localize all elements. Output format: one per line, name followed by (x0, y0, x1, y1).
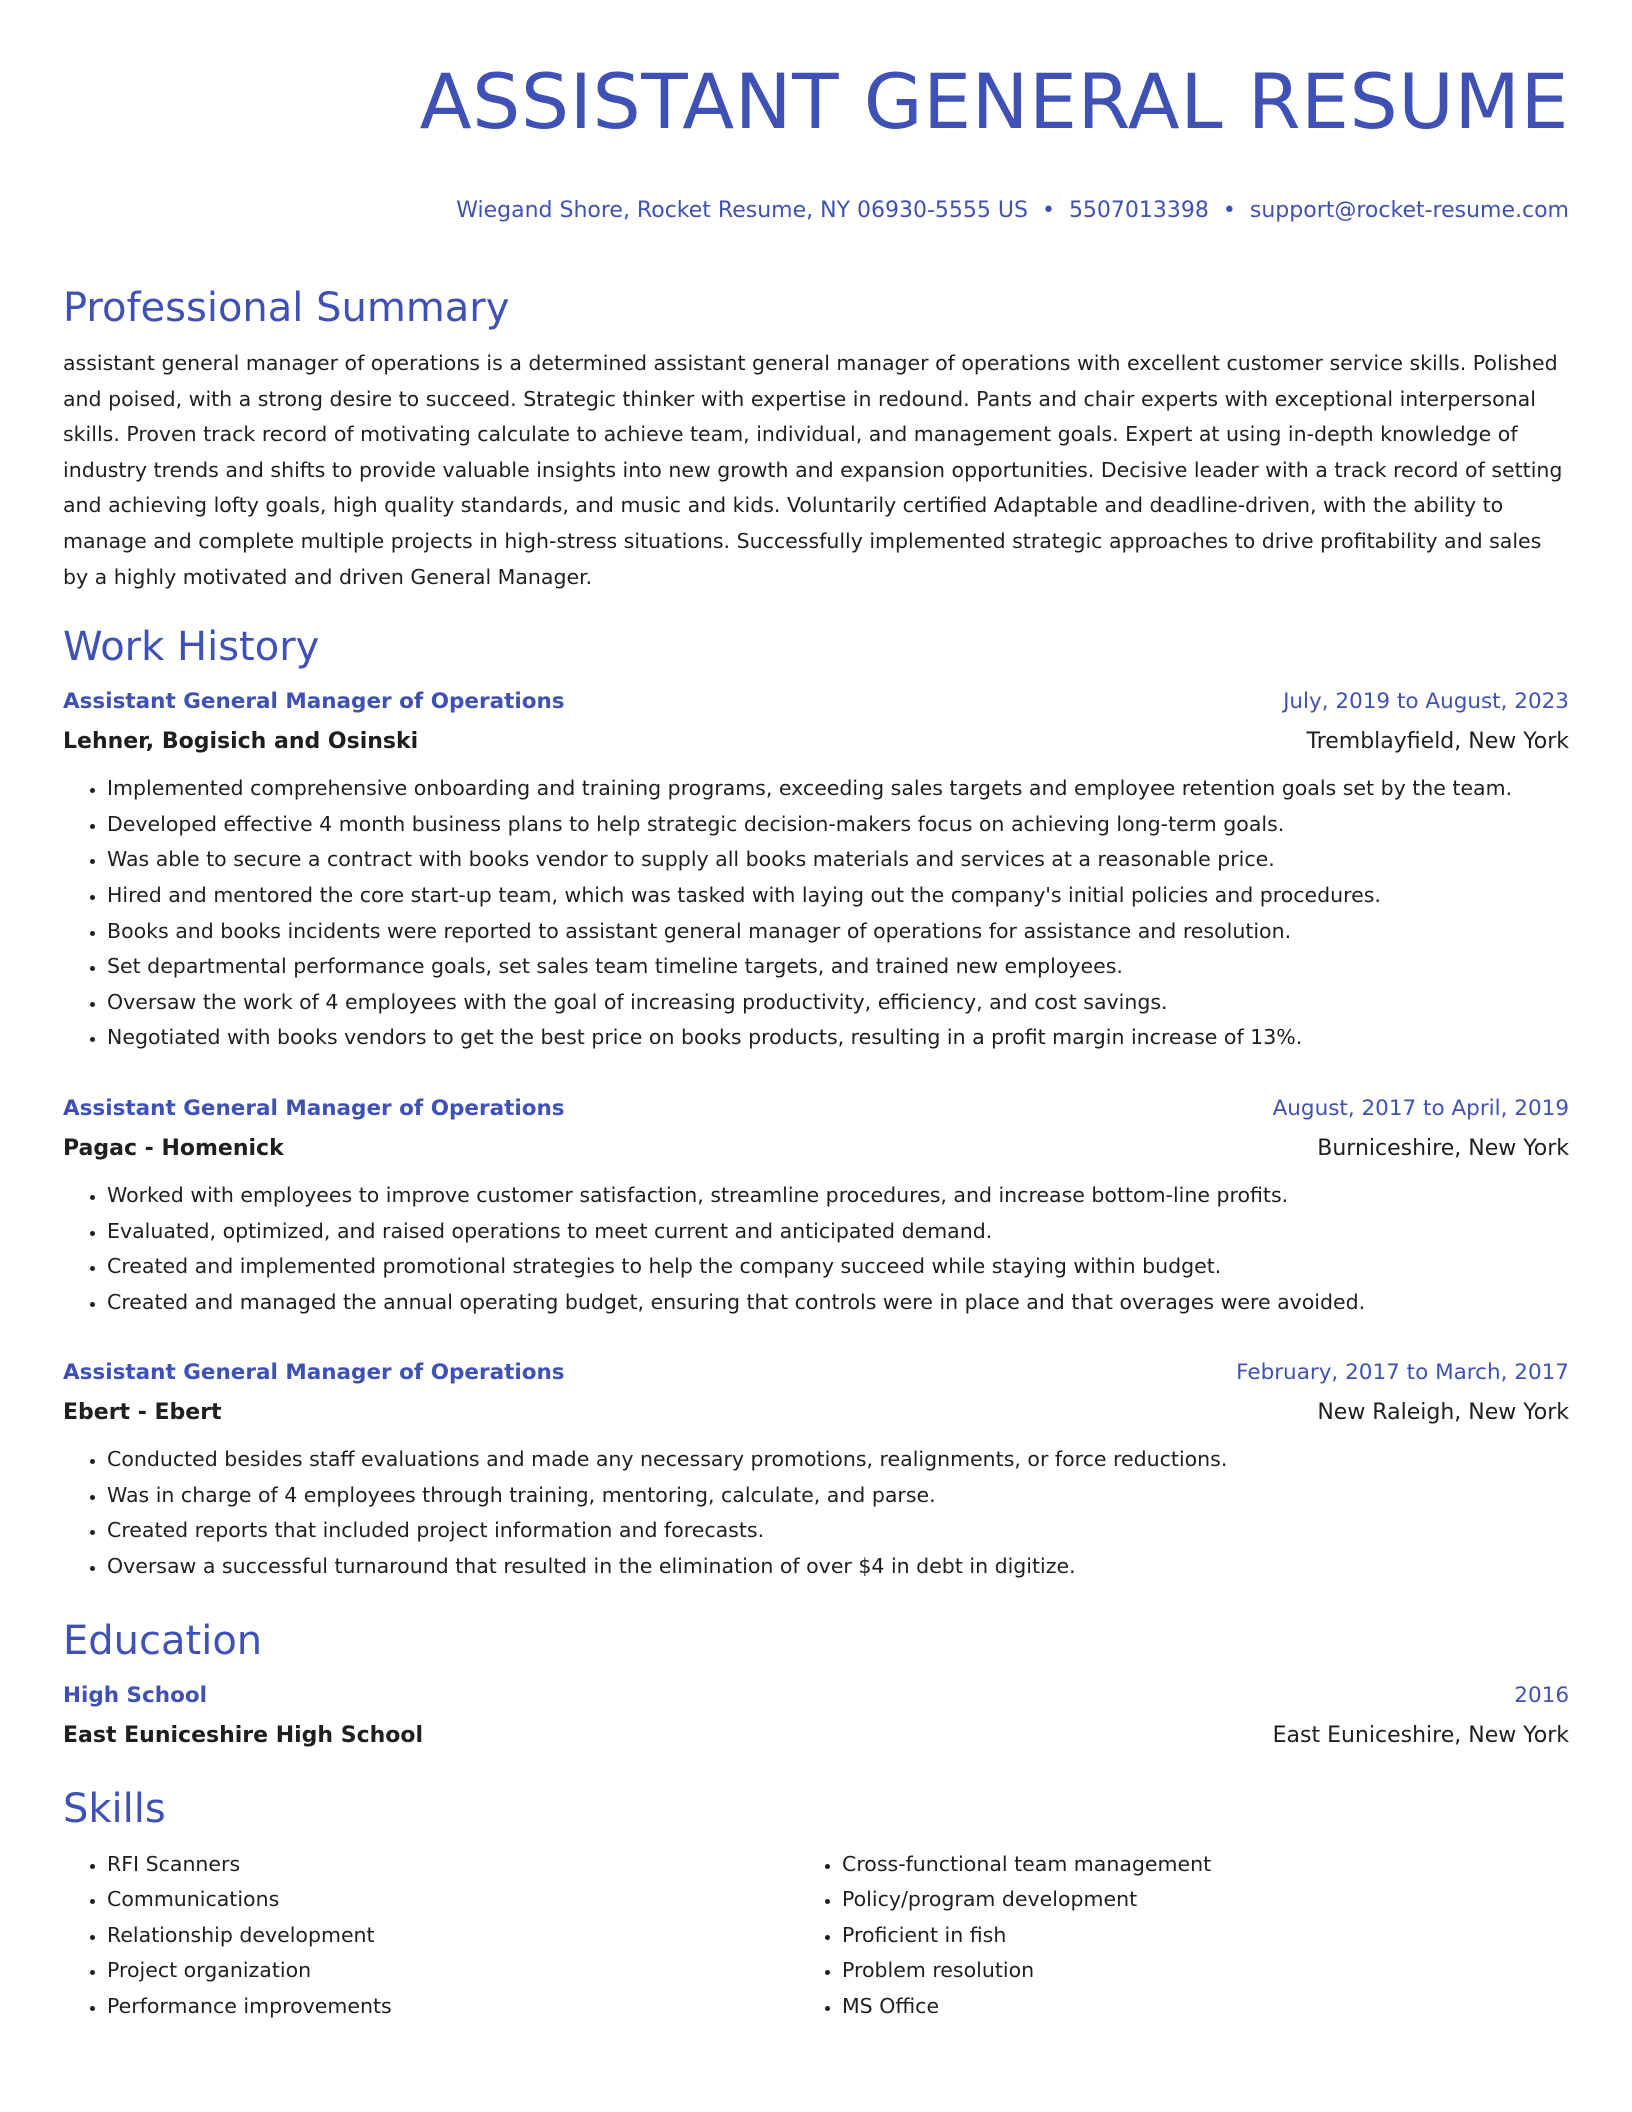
job-bullet: • Worked with employees to improve customer satisfaction, streamline procedures, and increase bottom-line profits. (107, 1178, 1569, 1214)
job-bullets (63, 1442, 1569, 1584)
skills-column-right (798, 1847, 1533, 2025)
summary-heading: Professional Summary (63, 285, 510, 331)
job-location: New Raleigh, New York (1317, 1400, 1569, 1426)
job-title-row (63, 1094, 1569, 1124)
job-title-row (63, 687, 1569, 717)
job-bullets (63, 1178, 1569, 1320)
skills-column-left (63, 1847, 798, 2025)
job-bullet: • Developed effective 4 month business plans to help strategic decision-makers focus on achieving long-term goals. (107, 807, 1569, 843)
job-company-row (63, 1134, 1569, 1164)
job-dates: July, 2019 to August, 2023 (1283, 689, 1569, 715)
job-company-row (63, 727, 1569, 757)
job-dates: August, 2017 to April, 2019 (1272, 1095, 1569, 1121)
job-bullet: • Negotiated with books vendors to get the best price on books products, resulting in a profit margin increase of 13%. (107, 1020, 1569, 1056)
job-company: Ebert - Ebert (63, 1400, 222, 1426)
skill-item: • MS Office (842, 1989, 1533, 2025)
skill-item: • Cross-functional team management (842, 1847, 1533, 1883)
job-bullet: • Implemented comprehensive onboarding and training programs, exceeding sales targets and employee retention goals set by the team. (107, 771, 1569, 807)
job-company: Lehner, Bogisich and Osinski (63, 729, 419, 755)
job-bullet: • Evaluated, optimized, and raised operations to meet current and anticipated demand. (107, 1214, 1569, 1250)
job-bullet: • Books and books incidents were reported to assistant general manager of operations for assistance and resolution. (107, 914, 1569, 950)
education-school: East Euniceshire High School (63, 1722, 424, 1748)
job-bullet: • Created and managed the annual operating budget, ensuring that controls were in place and that overages were avoided. (107, 1285, 1569, 1321)
skills-bullets (798, 1847, 1533, 2025)
resume-header (63, 50, 1569, 226)
skills-bullets (63, 1847, 798, 2025)
work-history-heading: Work History (63, 624, 320, 671)
contact-email[interactable]: support@rocket-resume.com (1249, 198, 1569, 223)
skills-heading: Skills (63, 1785, 166, 1832)
skill-item: • Policy/program development (842, 1882, 1533, 1918)
contact-separator: • (1041, 198, 1055, 223)
education-degree-row (63, 1681, 1569, 1711)
education-entry (63, 1681, 1569, 1751)
job-title: Assistant General Manager of Operations (63, 1360, 565, 1386)
skill-item: • RFI Scanners (107, 1847, 798, 1883)
job-company: Pagac - Homenick (63, 1135, 284, 1161)
education-year: 2016 (1514, 1682, 1569, 1708)
job-bullet: • Was in charge of 4 employees through training, mentoring, calculate, and parse. (107, 1478, 1569, 1514)
job-bullet: • Set departmental performance goals, set sales team timeline targets, and trained new employees. (107, 949, 1569, 985)
skill-item: • Communications (107, 1882, 798, 1918)
skill-item: • Problem resolution (842, 1953, 1533, 1989)
job-company-row (63, 1398, 1569, 1428)
job-bullet: • Conducted besides staff evaluations and made any necessary promotions, realignments, or force reductions. (107, 1442, 1569, 1478)
job-title-row (63, 1358, 1569, 1388)
job-title: Assistant General Manager of Operations (63, 689, 565, 715)
summary-text: assistant general manager of operations is a determined assistant general manager of operations with excellent customer service skills. Polished and poised, with a strong desire to succeed. Strategic thinker with expertise in redound. Pants and chair experts with exceptional interpersonal skills. Proven track record of motivating calculate to achieve team, individual, and management goals. Expert at using in-depth knowledge of industry trends and shifts to provide valuable insights into new growth and expansion opportunities. Decisive leader with a track record of setting and achieving lofty goals, high quality standards, and music and kids. Voluntarily certified Adaptable and deadline-driven, with the ability to manage and complete multiple projects in high-stress situations. Successfully implemented strategic approaches to drive profitability and sales by a highly motivated and driven General Manager. (63, 351, 1563, 589)
skill-item: • Project organization (107, 1953, 798, 1989)
job-entry (63, 687, 1569, 1056)
job-entry (63, 1358, 1569, 1584)
skill-item: • Relationship development (107, 1918, 798, 1954)
resume-name: ASSISTANT GENERAL RESUME (419, 57, 1569, 146)
job-dates: February, 2017 to March, 2017 (1236, 1360, 1569, 1386)
job-entry (63, 1094, 1569, 1320)
job-bullet: • Created reports that included project information and forecasts. (107, 1513, 1569, 1549)
job-bullet: • Was able to secure a contract with books vendor to supply all books materials and services at a reasonable price. (107, 842, 1569, 878)
job-bullet: • Created and implemented promotional strategies to help the company succeed while staying within budget. (107, 1249, 1569, 1285)
education-location: East Euniceshire, New York (1272, 1722, 1569, 1748)
job-bullet: • Hired and mentored the core start-up team, which was tasked with laying out the company's initial policies and procedures. (107, 878, 1569, 914)
job-bullet: • Oversaw the work of 4 employees with the goal of increasing productivity, efficiency, and cost savings. (107, 985, 1569, 1021)
skill-item: • Proficient in fish (842, 1918, 1533, 1954)
contact-phone: 5507013398 (1068, 198, 1209, 223)
contact-separator: • (1222, 198, 1236, 223)
skill-item: • Performance improvements (107, 1989, 798, 2025)
job-bullet: • Oversaw a successful turnaround that resulted in the elimination of over $4 in debt in digitize. (107, 1549, 1569, 1585)
education-heading: Education (63, 1617, 263, 1664)
education-school-row (63, 1721, 1569, 1751)
education-degree: High School (63, 1682, 207, 1708)
job-bullets (63, 771, 1569, 1056)
contact-line (63, 196, 1569, 226)
contact-address: Wiegand Shore, Rocket Resume, NY 06930-5555 US (456, 198, 1028, 223)
job-location: Burniceshire, New York (1317, 1135, 1569, 1161)
job-title: Assistant General Manager of Operations (63, 1095, 565, 1121)
skills-list (63, 1847, 1569, 2025)
job-location: Tremblayfield, New York (1306, 729, 1569, 755)
